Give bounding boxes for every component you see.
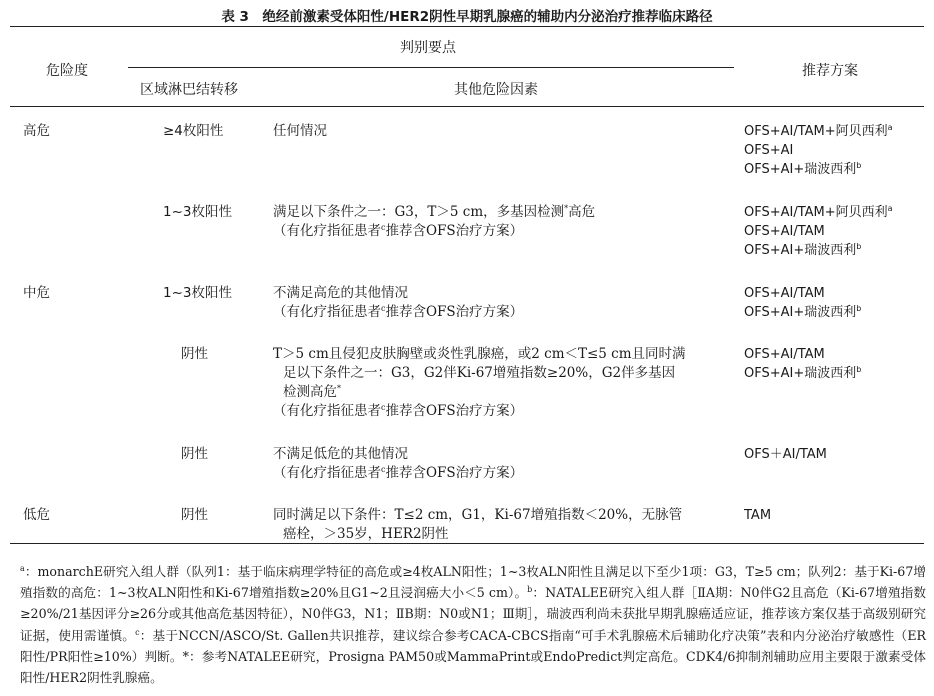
risk-factor-line: 检测高危* — [283, 384, 341, 400]
risk-factors — [273, 284, 733, 322]
risk-factor-line: 不满足低危的其他情况 — [273, 446, 408, 462]
recommended-regimens — [744, 345, 924, 383]
risk-factor-line: 任何情况 — [273, 123, 327, 139]
footnote-b-mark: b — [527, 585, 533, 595]
recommended-regimens — [744, 122, 924, 179]
superscript-mark: c — [381, 223, 386, 232]
regimen-line: OFS+AI+瑞波西利$^b$ — [744, 242, 862, 258]
lymph-node-status: 1~3枚阳性 — [163, 204, 232, 220]
risk-level: 低危 — [23, 507, 50, 523]
table-title: 表 3 绝经前激素受体阳性/HER2阴性早期乳腺癌的辅助内分泌治疗推荐临床路径 — [221, 9, 713, 25]
regimen-line: OFS+AI/TAM — [744, 286, 825, 301]
recommended-regimens — [744, 445, 924, 464]
risk-factor-line: （有化疗指征患者$^c$推荐含OFS治疗方案） — [273, 304, 524, 320]
footnote-a-text: ：monarchE研究入组人群（队列1：基于临床病理学特征的高危或≥4枚ALN阳性；1~3枚ALN阳性且满足以下至少1项：G3，T≥5 cm；队列2：基于Ki-67增殖指数的高危：1~3枚ALN阳性和Ki-67增殖指数≥20%且G1~2且浸润癌大小＜5 cm）。 — [20, 564, 926, 601]
superscript-mark: b — [856, 161, 862, 170]
header-sub-rule — [128, 67, 734, 68]
lymph-node-status: 阴性 — [181, 446, 208, 462]
regimen-line: OFS+AI+瑞波西利$^b$ — [744, 365, 862, 381]
regimen-line: OFS+AI/TAM+阿贝西利$^a$ — [744, 123, 893, 139]
risk-factor-line: （有化疗指征患者$^c$推荐含OFS治疗方案） — [273, 403, 524, 419]
superscript-mark: c — [381, 304, 386, 313]
risk-factors — [273, 122, 733, 141]
header-other: 其他危险因素 — [454, 82, 538, 98]
table-footnote — [20, 561, 926, 688]
footnote-a-mark: a — [20, 564, 25, 573]
footnote-c-mark: c — [135, 627, 140, 637]
superscript-mark: * — [337, 384, 341, 393]
risk-factor-line: 不满足高危的其他情况 — [273, 285, 408, 301]
header-rec: 推荐方案 — [802, 63, 858, 79]
lymph-node-status: 阴性 — [181, 507, 208, 523]
superscript-mark: b — [856, 304, 862, 313]
recommended-regimens — [744, 506, 924, 525]
risk-level: 高危 — [23, 123, 50, 139]
lymph-node-status: 阴性 — [181, 346, 208, 362]
risk-level: 中危 — [23, 285, 50, 301]
regimen-line: OFS+AI+瑞波西利$^b$ — [744, 304, 862, 320]
superscript-mark: a — [887, 123, 893, 132]
risk-factor-line: （有化疗指征患者$^c$推荐含OFS治疗方案） — [273, 465, 524, 481]
footnote-b-text: ：NATALEE研究入组人群［ⅡA期：N0伴G2且高危（Ki-67增殖指数≥20%/21基因评分≥26分或其他高危基因特征），N0伴G3，N1；ⅡB期：N0或N1；Ⅲ期］，瑞波西利尚未获批早期乳腺癌适应证，推荐该方案仅基于高级别研究证据，使用需谨慎。 — [20, 585, 926, 643]
risk-factors — [273, 203, 733, 241]
header-ln: 区域淋巴结转移 — [140, 82, 238, 98]
regimen-line: OFS+AI/TAM+阿贝西利$^a$ — [744, 204, 893, 220]
superscript-mark: b — [856, 242, 862, 251]
risk-factors — [273, 506, 733, 544]
top-rule — [10, 26, 924, 27]
regimen-line: OFS+AI/TAM — [744, 347, 825, 362]
risk-factors — [273, 345, 733, 421]
lymph-node-status: 1~3枚阳性 — [163, 285, 232, 301]
risk-factor-line: 同时满足以下条件：T≤2 cm，G1，Ki-67增殖指数＜20%，无脉管 — [273, 507, 683, 523]
superscript-mark: c — [381, 403, 386, 412]
regimen-line: TAM — [744, 508, 772, 523]
risk-factor-line: （有化疗指征患者$^c$推荐含OFS治疗方案） — [273, 223, 524, 239]
risk-factor-line: 满足以下条件之一：G3，T＞5 cm，多基因检测*高危 — [273, 204, 596, 220]
header-risk: 危险度 — [46, 63, 88, 79]
regimen-line: OFS+AI — [744, 143, 794, 158]
superscript-mark: a — [887, 204, 893, 213]
regimen-line: OFS+AI+瑞波西利$^b$ — [744, 161, 862, 177]
superscript-mark: c — [381, 465, 386, 474]
lymph-node-status: ≥4枚阳性 — [163, 123, 224, 139]
risk-factor-line: 癌栓，＞35岁，HER2阴性 — [283, 526, 449, 542]
superscript-mark: b — [856, 365, 862, 374]
regimen-line: OFS＋AI/TAM — [744, 447, 827, 462]
risk-factor-line: 足以下条件之一：G3，G2伴Ki-67增殖指数≥20%，G2伴多基因 — [283, 365, 676, 381]
risk-factors — [273, 445, 733, 483]
header-bottom-rule — [10, 106, 924, 107]
recommended-regimens — [744, 203, 924, 260]
risk-factor-line: T＞5 cm且侵犯皮肤胸壁或炎性乳腺癌，或2 cm＜T≤5 cm且同时满 — [273, 346, 686, 362]
superscript-mark: * — [564, 204, 569, 213]
recommended-regimens — [744, 284, 924, 322]
footnote-c-text: ：基于NCCN/ASCO/St. Gallen共识推荐，建议综合参考CACA-CBCS指南“可手术乳腺癌术后辅助化疗决策”表和内分泌治疗敏感性（ER阳性/PR阳性≥10%）判断。*：参考NATALEE研究，Prosigna PAM50或MammaPrint或EndoPredict判定高危。CDK4/6抑制剂辅助应用主要限于激素受体阳性/HER2阴性乳腺癌。 — [20, 627, 927, 686]
header-criteria: 判别要点 — [400, 40, 456, 56]
regimen-line: OFS+AI/TAM — [744, 224, 825, 239]
